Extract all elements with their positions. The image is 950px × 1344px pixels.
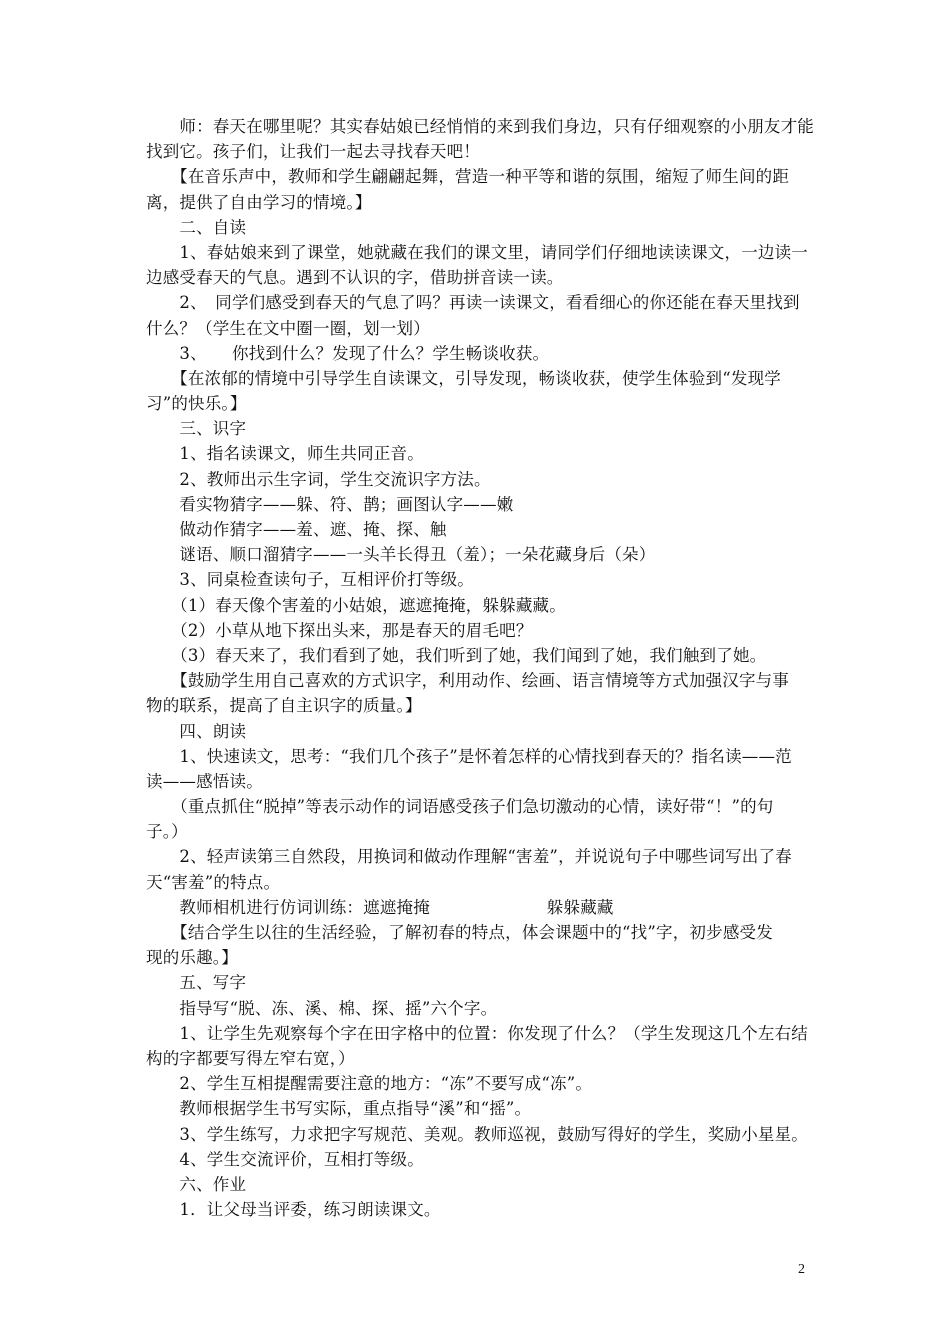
- text-line: 子。）: [146, 822, 188, 842]
- text-line: 读——感悟读。: [146, 771, 263, 791]
- text-line: 【结合学生以往的生活经验，了解初春的特点，体会课题中的“找”字，初步感受发: [146, 923, 773, 942]
- text-line: 教师相机进行仿词训练：遮遮掩掩 躲躲藏藏: [146, 897, 614, 917]
- text-line: 六、作业: [146, 1174, 247, 1194]
- text-line: 构的字都要写得左窄右宽，）: [146, 1048, 355, 1068]
- text-line: 1、指名读课文，师生共同正音。: [146, 444, 424, 464]
- text-line: 2、 同学们感受到春天的气息了吗？再读一读课文，看看细心的你还能在春天里找到: [146, 293, 800, 313]
- text-line: 什么？（学生在文中圈一圈，划一划）: [146, 318, 430, 338]
- text-line: 4、学生交流评价，互相打等级。: [146, 1149, 424, 1169]
- text-line: 2、学生互相提醒需要注意的地方：“冻”不要写成“冻”。: [146, 1074, 593, 1094]
- text-line: （3）春天来了，我们看到了她，我们听到了她，我们闻到了她，我们触到了她。: [146, 645, 767, 665]
- text-line: 3、同桌检查读句子，互相评价打等级。: [146, 570, 474, 590]
- text-line: 1、春姑娘来到了课堂，她就藏在我们的课文里，请同学们仔细地读读课文，一边读一: [146, 242, 808, 262]
- text-line: 【在音乐声中，教师和学生翩翩起舞，营造一种平等和谐的氛围，缩短了师生间的距: [146, 167, 790, 187]
- text-line: 1．让父母当评委，练习朗读课文。: [146, 1200, 441, 1220]
- document-body: [146, 114, 812, 1222]
- text-line: 二、自读: [146, 217, 247, 237]
- text-line: 离，提供了自由学习的情境。】: [146, 192, 372, 212]
- text-line: 五、写字: [146, 973, 247, 993]
- text-line: 2、轻声读第三自然段，用换词和做动作理解“害羞”，并说说句子中哪些词写出了春: [146, 847, 792, 867]
- text-line: 做动作猜字——羞、遮、掩、探、触: [146, 520, 447, 539]
- text-line: 师：春天在哪里呢？其实春姑娘已经悄悄的来到我们身边，只有仔细观察的小朋友才能: [146, 117, 814, 136]
- text-line: （1）春天像个害羞的小姑娘，遮遮掩掩，躲躲藏藏。: [146, 595, 566, 615]
- text-line: 【在浓郁的情境中引导学生自读课文，引导发现，畅谈收获，使学生体验到“发现学: [146, 368, 781, 388]
- page-number: 2: [798, 1262, 805, 1277]
- text-line: 天“害羞”的特点。: [146, 872, 281, 892]
- text-line: （2）小草从地下探出头来，那是春天的眉毛吧？: [146, 620, 533, 640]
- text-line: 1、让学生先观察每个字在田字格中的位置：你发现了什么？（学生发现这几个左右结: [146, 1023, 808, 1043]
- text-line: 看实物猜字——躲、符、鹊；画图认字——嫩: [146, 494, 514, 514]
- text-line: 物的联系，提高了自主识字的质量。】: [146, 696, 422, 716]
- text-line: 3、 你找到什么？发现了什么？学生畅谈收获。: [146, 343, 550, 363]
- text-line: 3、学生练写，力求把字写规范、美观。教师巡视，鼓励写得好的学生，奖励小星星。: [146, 1124, 808, 1144]
- text-line: 习”的快乐。】: [146, 394, 247, 414]
- text-line: （重点抓住“脱掉”等表示动作的词语感受孩子们急切激动的心情，读好带“！”的句: [146, 797, 774, 817]
- text-line: 边感受春天的气息。遇到不认识的字，借助拼音读一读。: [146, 268, 564, 288]
- text-line: 【鼓励学生用自己喜欢的方式识字，利用动作、绘画、语言情境等方式加强汉字与事: [146, 671, 790, 691]
- text-line: 谜语、顺口溜猜字——一头羊长得丑（羞）；一朵花藏身后（朵）: [146, 545, 656, 565]
- text-line: 找到它。孩子们，让我们一起去寻找春天吧！: [146, 142, 480, 162]
- text-line: 四、朗读: [146, 721, 247, 741]
- text-line: 指导写“脱、冻、溪、棉、探、摇”六个字。: [146, 998, 498, 1018]
- text-line: 1、快速读文，思考：“我们几个孩子”是怀着怎样的心情找到春天的？指名读——范: [146, 746, 792, 766]
- text-line: 2、教师出示生字词，学生交流识字方法。: [146, 469, 491, 489]
- text-line: 三、识字: [146, 419, 247, 439]
- text-line: 教师根据学生书写实际，重点指导“溪”和“摇”。: [146, 1099, 532, 1119]
- text-line: 现的乐趣。】: [146, 948, 238, 968]
